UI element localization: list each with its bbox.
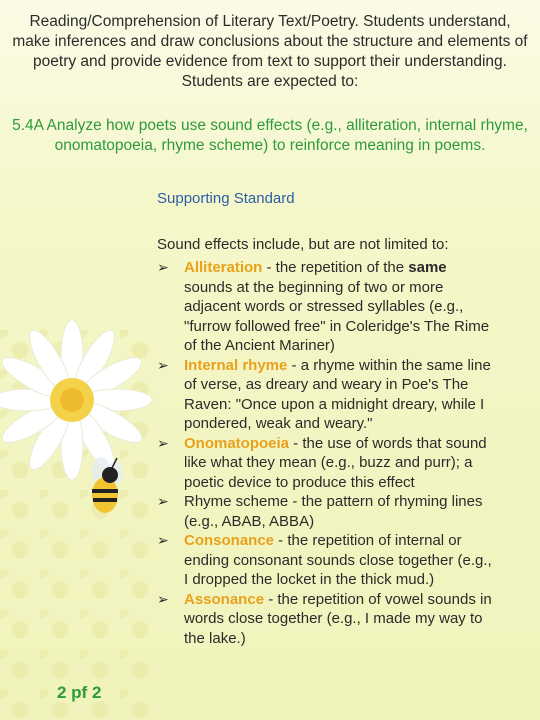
definition: - the use of words that sound like what they mean (e.g., buzz and purr); a poetic device to produce this effect [184, 434, 487, 491]
list-lead-text: Sound effects include, but are not limited to: [157, 236, 449, 253]
term-rhyme-scheme: Rhyme scheme [184, 493, 289, 510]
definition: - the repetition of vowel sounds in words close together (e.g., I made my way to the lake.) [184, 590, 492, 647]
term-onomatopoeia: Onomatopoeia [184, 434, 290, 452]
term-consonance: Consonance [184, 532, 275, 549]
definition: - the pattern of rhyming lines (e.g., ABAB, ABBA) [184, 493, 483, 530]
list-item-rhyme-scheme [157, 492, 497, 531]
definition-part: - the repetition of the [262, 259, 409, 276]
sound-effects-list [157, 258, 497, 648]
arrowhead-icon: ➢ [157, 493, 169, 509]
emphasis-same: same [408, 259, 447, 276]
term-internal-rhyme: Internal rhyme [184, 356, 288, 374]
intro-paragraph: Reading/Comprehension of Literary Text/Poetry. Students understand, make inferences and draw conclusions about the structure and elements of poetry and provide evidence from text to support their understanding. Students are expected to: [12, 13, 528, 90]
term-assonance: Assonance [184, 590, 265, 608]
list-item-assonance [157, 590, 497, 649]
daisy-icon [0, 320, 152, 480]
term-alliteration: Alliteration [184, 259, 263, 276]
arrowhead-icon: ➢ [157, 259, 169, 275]
list-item-internal-rhyme [157, 356, 497, 434]
definition: - a rhyme within the same line of verse, as dreary and weary in Poe's The Raven: "Once upon a midnight dreary, while I pondered, weak and weary." [184, 356, 491, 432]
arrowhead-icon: ➢ [157, 434, 169, 451]
list-item-alliteration [157, 258, 497, 356]
list-item-consonance [157, 531, 497, 590]
definition: - the repetition of internal or ending consonant sounds close together (e.g., I dropped the locket in the thick mud.) [184, 532, 492, 588]
standard-5-4a: 5.4A Analyze how poets use sound effects (e.g., alliteration, internal rhyme, onomatopoeia, rhyme scheme) to reinforce meaning in poems. [12, 117, 528, 154]
definition-part: sounds at the beginning of two or more adjacent words or stressed syllables (e.g., "furrow followed free" in Coleridge's The Rime of the Ancient Mariner) [184, 278, 490, 354]
arrowhead-icon: ➢ [157, 532, 169, 548]
arrowhead-icon: ➢ [157, 356, 169, 373]
list-item-onomatopoeia [157, 434, 497, 493]
arrowhead-icon: ➢ [157, 590, 169, 607]
page-number: 2 pf 2 [57, 683, 102, 702]
bee-icon [92, 457, 123, 513]
supporting-standard-label: Supporting Standard [157, 190, 295, 207]
